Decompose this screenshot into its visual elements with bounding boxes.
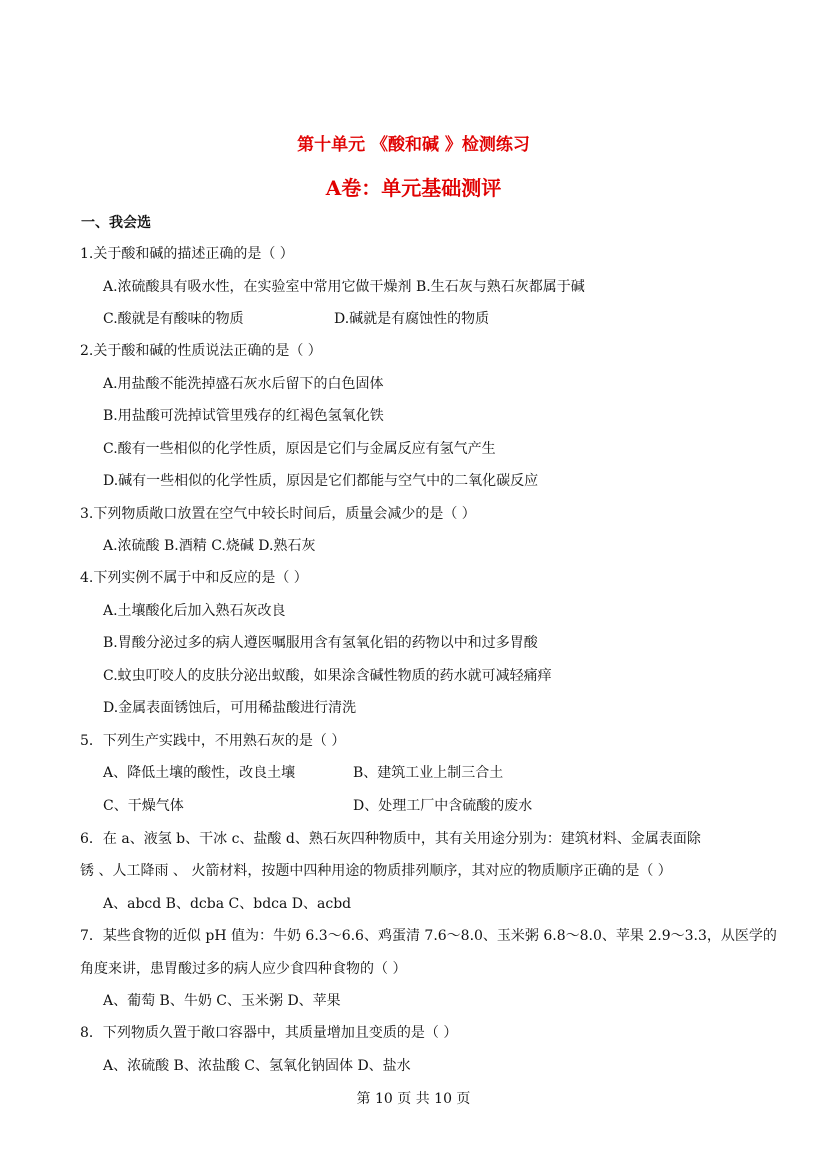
question-4-option-b: B.胃酸分泌过多的病人遵医嘱服用含有氢氧化铝的药物以中和过多胃酸 [103,635,538,651]
question-5-option-b: B、建筑工业上制三合土 [353,765,504,781]
question-3-options: A.浓硫酸 B.酒精 C.烧碱 D.熟石灰 [103,538,316,554]
document-subtitle: A卷：单元基础测评 [325,176,502,200]
question-7-stem-line2: 角度来讲，患胃酸过多的病人应少食四种食物的（ ） [80,961,407,977]
question-2-option-c: C.酸有一些相似的化学性质，原因是它们与金属反应有氢气产生 [103,441,496,457]
question-5-option-a: A、降低土壤的酸性，改良土壤 [103,765,296,781]
question-6-stem-line2: 锈 、人工降雨 、 火箭材料，按题中四种用途的物质排列顺序，其对应的物质顺序正确的是（ ） [80,863,672,879]
question-8-stem: 8．下列物质久置于敞口容器中，其质量增加且变质的是（ ） [80,1025,458,1041]
question-1-option-ab: A.浓硫酸具有吸水性，在实验室中常用它做干燥剂 B.生石灰与熟石灰都属于碱 [103,279,585,295]
page-footer: 第 10 页 共 10 页 [356,1091,471,1107]
question-5-stem: 5．下列生产实践中，不用熟石灰的是（ ） [80,733,346,749]
question-7-stem-line1: 7．某些食物的近似 pH 值为：牛奶 6.3～6.6、鸡蛋清 7.6～8.0、玉米粥 6.8～8.0、苹果 2.9～3.3，从医学的 [80,928,777,944]
question-4-option-c: C.蚊虫叮咬人的皮肤分泌出蚁酸，如果涂含碱性物质的药水就可减轻痛痒 [103,668,552,684]
question-5-option-d: D、处理工厂中含硫酸的废水 [353,798,533,814]
question-2-option-d: D.碱有一些相似的化学性质，原因是它们都能与空气中的二氧化碳反应 [103,473,539,489]
question-4-stem: 4.下列实例不属于中和反应的是（ ） [80,570,308,586]
question-2-option-b: B.用盐酸可洗掉试管里残存的红褐色氢氧化铁 [103,408,384,424]
document-title: 第十单元 《酸和碱 》检测练习 [297,135,530,155]
section-heading: 一、我会选 [81,215,151,231]
question-1-stem: 1.关于酸和碱的描述正确的是（ ） [80,246,294,262]
question-7-options: A、葡萄 B、牛奶 C、玉米粥 D、苹果 [103,993,341,1009]
question-4-option-a: A.土壤酸化后加入熟石灰改良 [103,603,286,619]
question-1-option-d: D.碱就是有腐蚀性的物质 [334,311,490,327]
question-8-options: A、浓硫酸 B、浓盐酸 C、氢氧化钠固体 D、盐水 [103,1058,411,1074]
question-2-stem: 2.关于酸和碱的性质说法正确的是（ ） [80,343,322,359]
question-5-option-c: C、干燥气体 [103,798,184,814]
question-2-option-a: A.用盐酸不能洗掉盛石灰水后留下的白色固体 [103,376,384,392]
question-6-stem-line1: 6．在 a、液氢 b、干冰 c、盐酸 d、熟石灰四种物质中，其有关用途分别为：建筑材料、金属表面除 [80,831,701,847]
question-6-options: A、abcd B、dcba C、bdca D、acbd [103,896,352,912]
question-3-stem: 3.下列物质敞口放置在空气中较长时间后，质量会减少的是（ ） [80,506,476,522]
question-4-option-d: D.金属表面锈蚀后，可用稀盐酸进行清洗 [103,700,357,716]
question-1-option-c: C.酸就是有酸味的物质 [103,311,244,327]
